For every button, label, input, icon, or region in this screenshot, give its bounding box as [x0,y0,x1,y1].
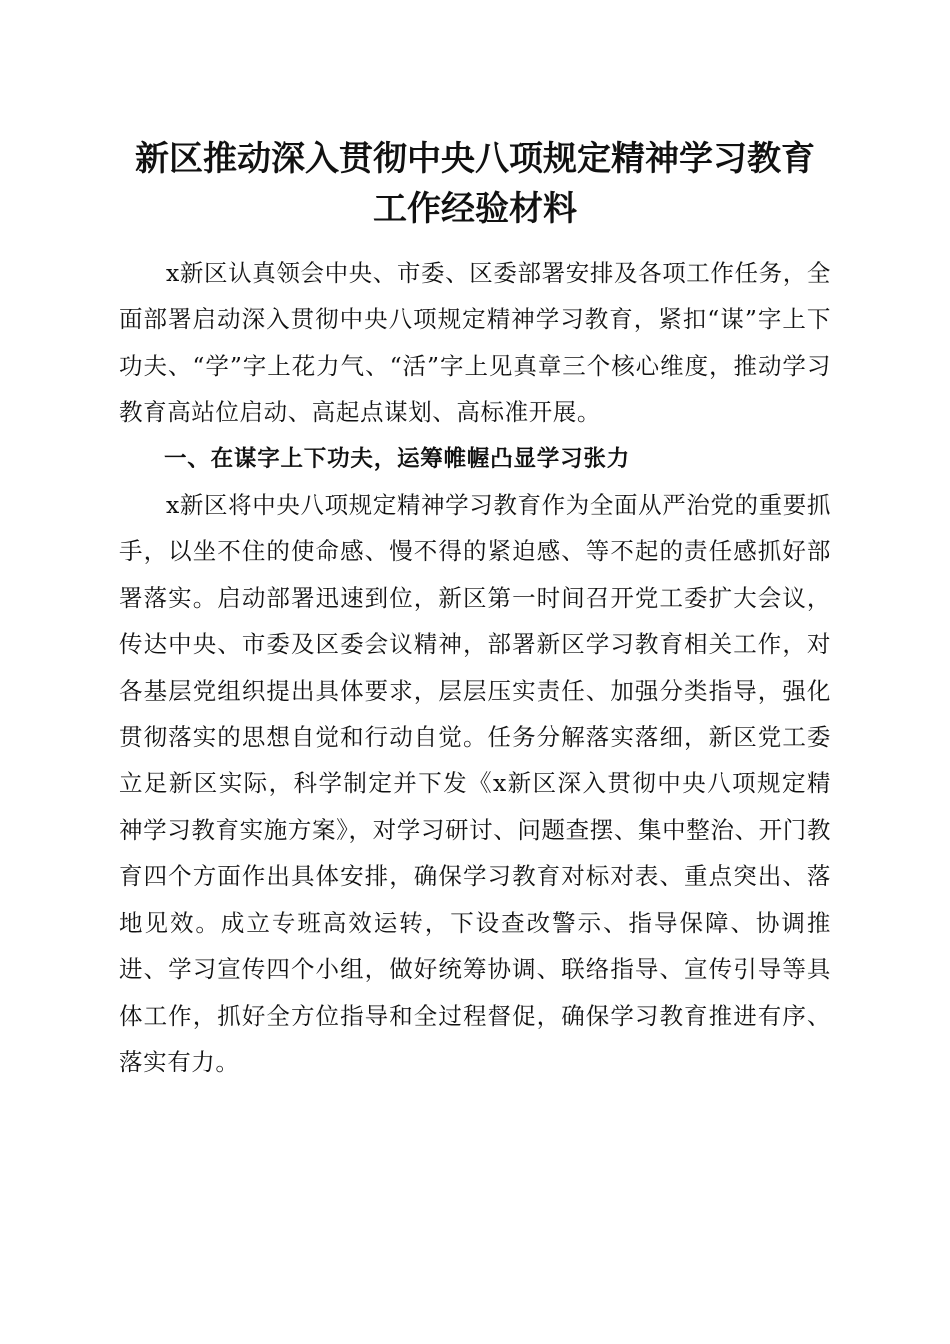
title-line-2: 工作经验材料 [373,189,577,229]
title-line-1: 新区推动深入贯彻中央八项规定精神学习教育 [135,139,815,179]
intro-paragraph: x新区认真领会中央、市委、区委部署安排及各项工作任务，全面部署启动深入贯彻中央八项规定精神学习教育，紧扣“谋”字上下功夫、“学”字上花力气、“活”字上见真章三个核心维度，推动学习教育高站位启动、高起点谋划、高标准开展。 [119,259,831,427]
body-paragraph: x新区将中央八项规定精神学习教育作为全面从严治党的重要抓手，以坐不住的使命感、慢不得的紧迫感、等不起的责任感抓好部署落实。启动部署迅速到位，新区第一时间召开党工委扩大会议，传达中央、市委及区委会议精神，部署新区学习教育相关工作，对各基层党组织提出具体要求，层层压实责任、加强分类指导，强化贯彻落实的思想自觉和行动自觉。任务分解落实落细，新区党工委立足新区实际，科学制定并下发《x新区深入贯彻中央八项规定精神学习教育实施方案》，对学习研讨、问题查摆、集中整治、开门教育四个方面作出具体安排，确保学习教育对标对表、重点突出、落地见效。成立专班高效运转，下设查改警示、指导保障、协调推进、学习宣传四个小组，做好统筹协调、联络指导、宣传引导等具体工作，抓好全方位指导和全过程督促，确保学习教育推进有序、落实有力。 [119,491,831,1076]
section-heading: 一、在谋字上下功夫，运筹帷幄凸显学习张力 [164,445,631,472]
document-title [0,134,950,234]
document-body [119,250,831,1085]
